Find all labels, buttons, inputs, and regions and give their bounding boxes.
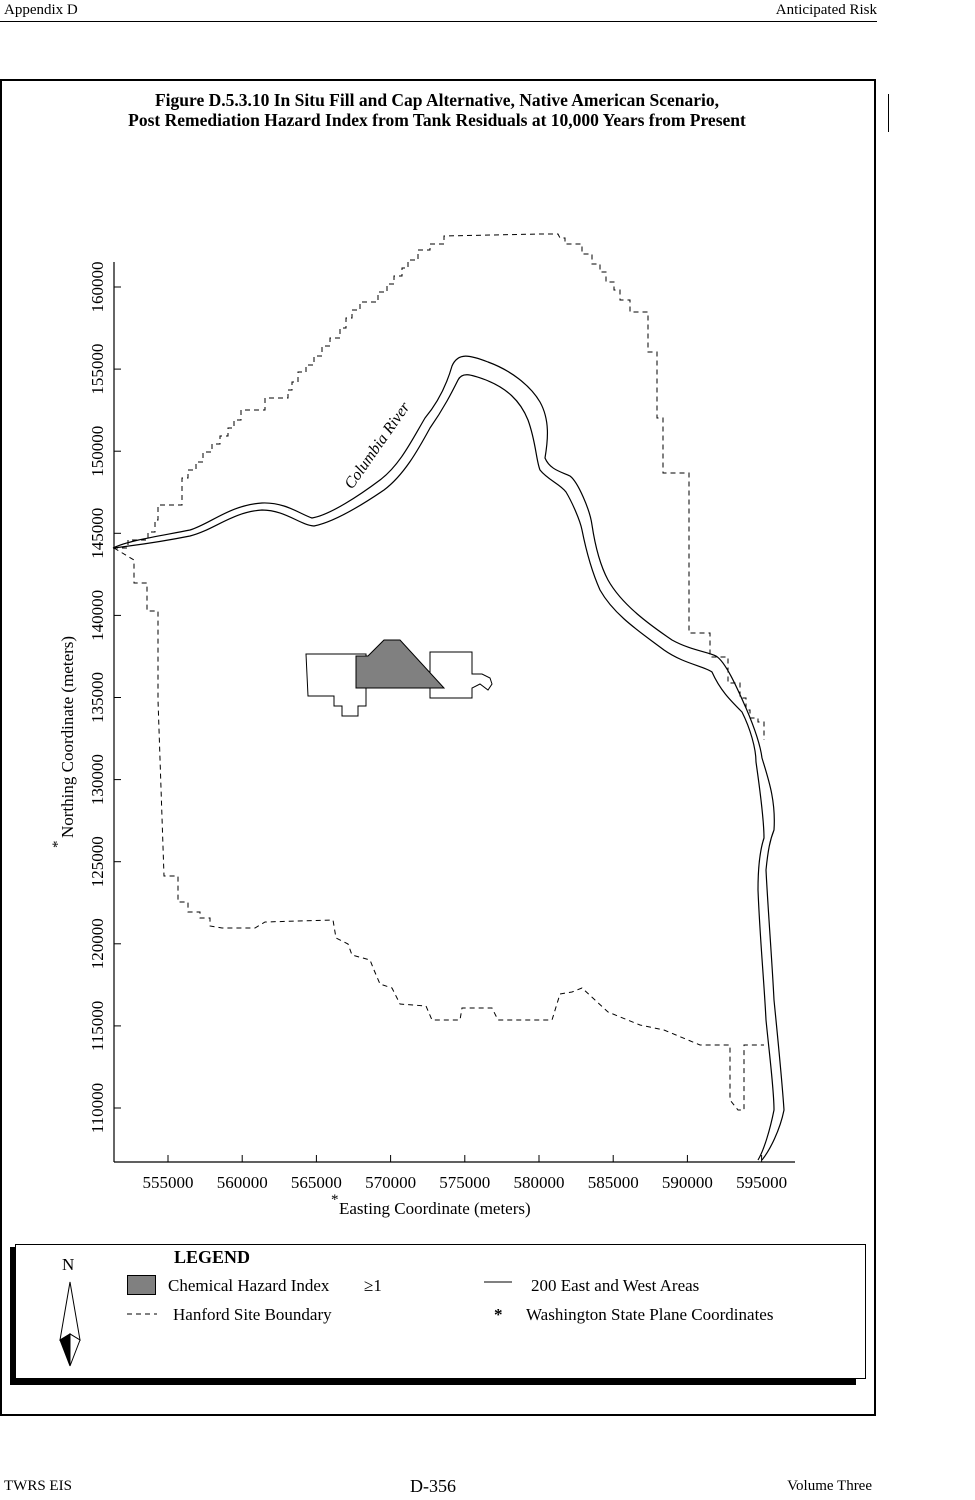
legend-areas: 200 East and West Areas [531, 1276, 700, 1295]
y-tick-label: 125000 [88, 836, 107, 888]
x-axis-asterisk: * [331, 1192, 339, 1208]
north-arrow-left-fin [60, 1334, 70, 1366]
header-left: Appendix D [4, 2, 78, 18]
x-tick-label: 595000 [736, 1173, 788, 1192]
y-tick-label: 150000 [88, 425, 107, 477]
columbia-river-south-bank [113, 375, 774, 1160]
x-tick-label: 580000 [513, 1173, 565, 1192]
boundary-line-symbol [127, 1312, 159, 1316]
x-tick-label: 565000 [290, 1173, 342, 1192]
y-tick-label: 145000 [88, 507, 107, 559]
y-ticks [88, 262, 121, 1134]
footer-left: TWRS EIS [4, 1478, 72, 1494]
map-axes [114, 262, 795, 1162]
legend-title: LEGEND [174, 1247, 251, 1267]
legend-chemical-hazard: Chemical Hazard Index [168, 1276, 330, 1295]
header-right: Anticipated Risk [775, 2, 877, 18]
x-tick-label: 585000 [587, 1173, 639, 1192]
x-tick-label: 560000 [216, 1173, 268, 1192]
page-number: D-356 [410, 1476, 456, 1496]
200-east-area [430, 652, 492, 698]
chemical-hazard-zone [356, 640, 444, 688]
north-arrow-upper [60, 1282, 80, 1340]
y-tick-label: 140000 [88, 589, 107, 641]
y-tick-label: 130000 [88, 754, 107, 806]
hazard-value: 1 [373, 1276, 382, 1295]
y-axis-asterisk: * [50, 840, 66, 848]
river-label: Columbia River [341, 399, 414, 493]
north-arrow-icon [50, 1252, 90, 1370]
legend-coordinates: Washington State Plane Coordinates [526, 1305, 774, 1324]
legend-asterisk: * [494, 1305, 503, 1324]
hanford-site-boundary [113, 234, 764, 740]
y-tick-label: 135000 [88, 672, 107, 723]
x-axis-label: Easting Coordinate (meters) [339, 1199, 531, 1218]
y-tick-label: 110000 [88, 1082, 107, 1134]
legend-site-boundary: Hanford Site Boundary [173, 1305, 332, 1324]
x-tick-label: 555000 [142, 1173, 194, 1192]
y-tick-label: 120000 [88, 918, 107, 970]
figure-title-line2: Post Remediation Hazard Index from Tank Residuals at 10,000 Years from Present [128, 110, 746, 130]
figure-title-line1: Figure D.5.3.10 In Situ Fill and Cap Alternative, Native American Scenario, [154, 90, 720, 110]
x-tick-label: 590000 [661, 1173, 713, 1192]
hazard-symbol: ≥ [364, 1276, 374, 1295]
areas-line-symbol [484, 1280, 514, 1284]
x-tick-label: 575000 [439, 1173, 491, 1192]
y-axis-label: Northing Coordinate (meters) [58, 635, 77, 838]
x-ticks [143, 1155, 788, 1192]
hanford-site-boundary-south [114, 548, 764, 1110]
chemical-hazard-swatch [127, 1275, 156, 1295]
columbia-river-north-bank [113, 356, 784, 1160]
footer-right: Volume Three [787, 1478, 872, 1494]
y-tick-label: 115000 [88, 1000, 107, 1052]
north-arrow-right-fin [70, 1334, 80, 1366]
x-tick-label: 570000 [365, 1173, 417, 1192]
y-tick-label: 155000 [88, 343, 107, 395]
north-label: N [62, 1255, 75, 1274]
y-tick-label: 160000 [88, 261, 107, 313]
legend-hazard-symbol [364, 1276, 382, 1296]
